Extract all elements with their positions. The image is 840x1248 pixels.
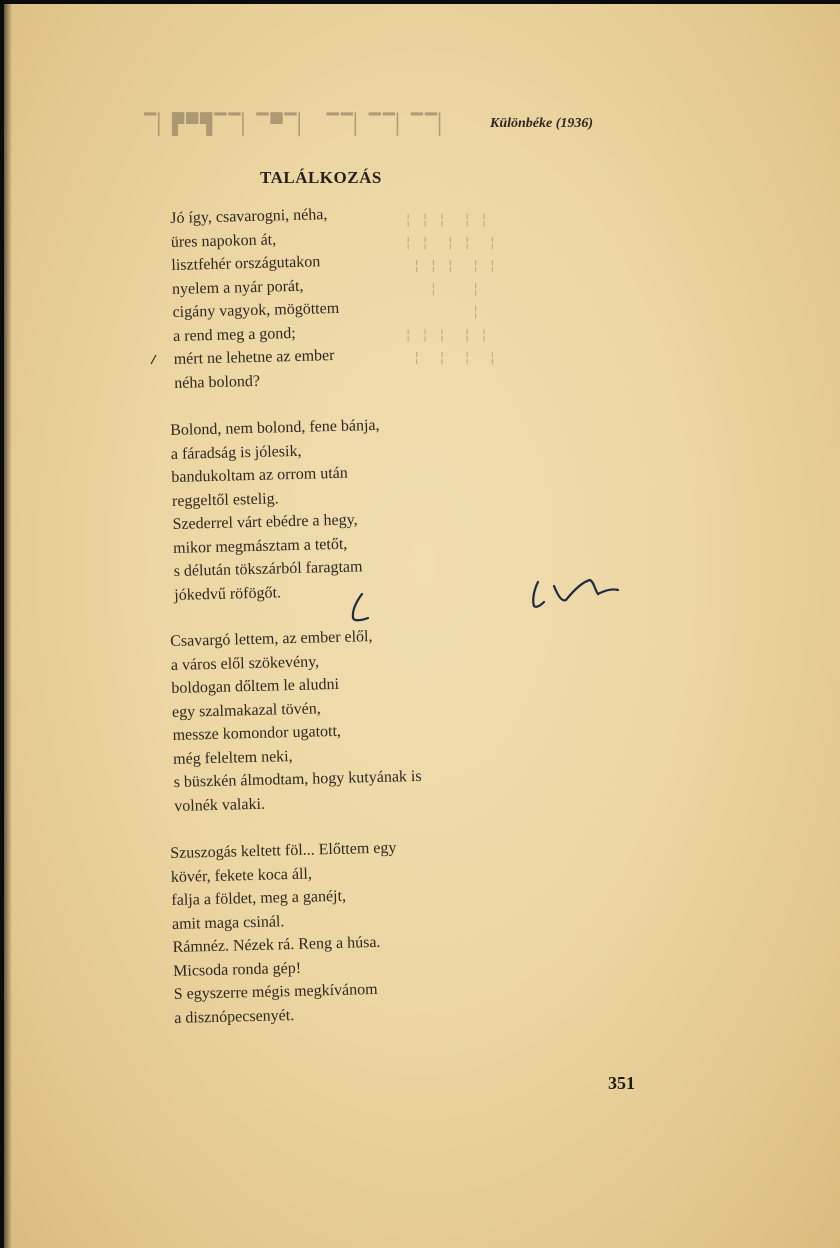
stanza-4 (170, 832, 554, 1029)
bleed-through-marks: ▔▏▛▀▜▔▔▏▔▀▔▏ ▔▔▏▔▔▏▔▔▏ (144, 112, 453, 136)
poem-line: a város elől szökevény, (170, 652, 320, 674)
poem-line: a disznópecsenyét. (174, 1006, 295, 1026)
poem-line: s délután tökszárból faragtam (173, 557, 363, 580)
poem-line: mikor megmásztam a tetőt, (172, 534, 348, 556)
poem-line: reggeltől estelig. (171, 489, 279, 509)
book-page (4, 4, 840, 1248)
running-head: Különbéke (1936) (490, 116, 594, 131)
poem-line: bandukoltam az orrom után (171, 464, 348, 486)
poem-body (170, 207, 550, 1053)
poem-line: egy szalmakazal tövén, (171, 699, 321, 721)
poem-line: messze komondor ugatott, (172, 722, 342, 744)
poem-line: a fáradság is jólesik, (170, 441, 302, 462)
poem-line: üres napokon át, (170, 230, 277, 251)
poem-line: a rend meg a gond; (172, 324, 296, 345)
poem-line: boldogan dőltem le aludni (171, 675, 340, 697)
poem-line: még feleltem neki, (172, 747, 293, 768)
poem-line: Szederrel várt ebédre a hegy, (172, 510, 358, 533)
poem-line: Bolond, nem bolond, fene bánja, (170, 416, 380, 439)
poem-line: lisztfehér országutakon (171, 253, 321, 274)
poem-line: cigány vagyok, mögöttem (172, 299, 340, 321)
poem-line: S egyszerre mégis megkívánom (173, 980, 378, 1003)
poem-line: nyelem a nyár porát, (171, 277, 304, 298)
poem-line: Jó így, csavarogni, néha, (170, 206, 328, 227)
poem-line: falja a földet, meg a ganéjt, (171, 887, 347, 909)
poem-line: jókedvű röfögőt. (174, 583, 282, 603)
poem-line: kövér, fekete koca áll, (170, 864, 313, 885)
poem-line: amit maga csinál. (171, 912, 285, 932)
stanza-3 (170, 621, 554, 818)
poem-line: volnék valaki. (174, 795, 266, 815)
poem-line: Szuszogás keltett föl... Előttem egy (170, 838, 397, 862)
pencil-tick-mark (148, 352, 160, 366)
poem-line: s büszkén álmodtam, hogy kutyának is (173, 767, 422, 791)
page-number: 351 (608, 1073, 635, 1093)
poem-title: TALÁLKOZÁS (260, 168, 382, 187)
poem-line: Micsoda ronda gép! (172, 958, 302, 979)
poem-line: néha bolond? (174, 372, 261, 392)
stanza-2 (170, 409, 554, 606)
poem-line: Rámnéz. Nézek rá. Reng a húsa. (172, 933, 381, 956)
poem-line: mért ne lehetne az ember (173, 347, 335, 368)
page-shadow-edge (4, 4, 12, 1248)
stanza-1 (170, 198, 554, 395)
ghost-marks-right: ¦ ¦ ¦ ¦ ¦ ¦ ¦ ¦ ¦ ¦ ¦ ¦ ¦ ¦ ¦ ¦ ¦ ¦ ¦ ¦ ¦ ¦ ¦ ¦ ¦ ¦ ¦ (404, 212, 497, 366)
poem-line: Csavargó lettem, az ember elől, (170, 628, 373, 650)
